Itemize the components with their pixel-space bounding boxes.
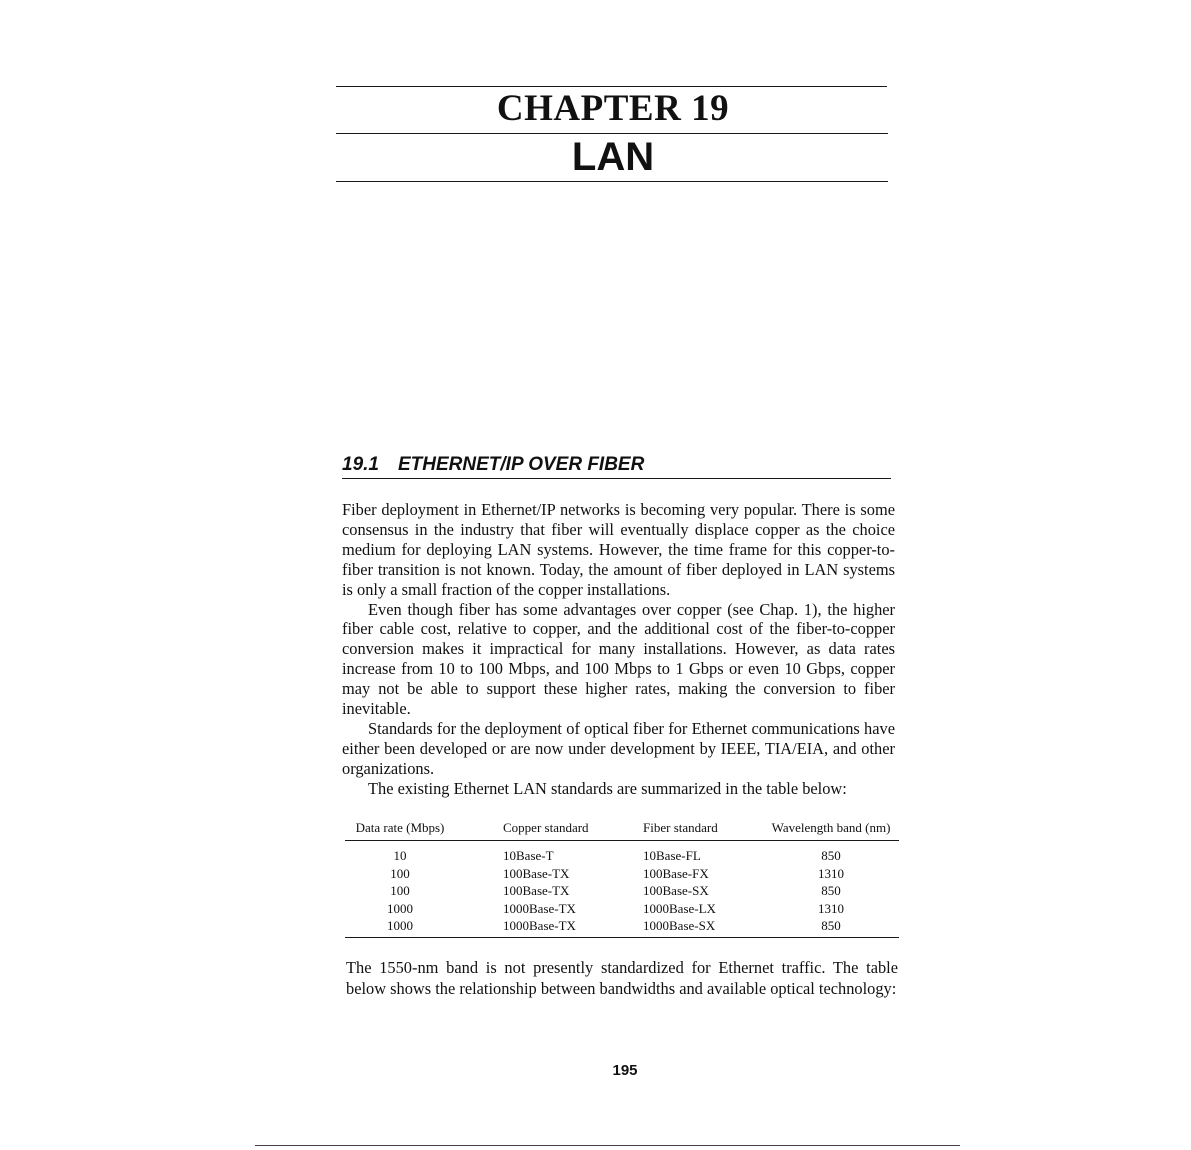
table-cell: 1000Base-TX	[455, 917, 643, 937]
table-row	[345, 882, 899, 900]
table-cell: 850	[821, 883, 841, 899]
paragraph: Standards for the deployment of optical fiber for Ethernet communications have either been developed or are now under development by IEEE, TIA/EIA, and other organizations.	[342, 718, 895, 778]
table-cell: 100Base-SX	[643, 883, 709, 899]
table-cell: 10Base-T	[503, 848, 554, 863]
post-table-text	[346, 958, 898, 999]
table-cell: 1000Base-SX	[643, 917, 763, 937]
table-cell: 850	[763, 917, 899, 937]
table-cell: 1310	[818, 900, 844, 916]
table-cell: 10	[393, 848, 407, 863]
table-header: Copper standard	[455, 818, 643, 841]
body-text	[342, 500, 895, 799]
table-cell: 100Base-TX	[503, 865, 570, 881]
table-cell: 100	[390, 865, 410, 881]
table-cell: 1310	[818, 865, 844, 881]
paragraph: The 1550-nm band is not presently standardized for Ethernet traffic. The table below shows the relationship between bandwidths and available optical technology:	[346, 958, 898, 998]
table-header: Fiber standard	[643, 818, 763, 841]
table-cell: 100Base-TX	[503, 883, 570, 899]
table-row	[345, 900, 899, 918]
table-cell: 1000	[387, 900, 413, 916]
section-title: ETHERNET/IP OVER FIBER	[398, 454, 645, 475]
table-cell: 850	[821, 848, 841, 863]
scan-bottom-edge	[255, 1145, 960, 1146]
table-header: Data rate (Mbps)	[345, 818, 455, 841]
paragraph: Even though fiber has some advantages over copper (see Chap. 1), the higher fiber cable cost, relative to copper, and the additional cost of the fiber-to-copper conversion makes it impractical for many installations. However, as data rates increase from 10 to 100 Mbps, and 100 Mbps to 1 Gbps or even 10 Gbps, copper may not be able to support these higher rates, making the conversion to fiber inevitable.	[342, 599, 895, 719]
table-header-row	[345, 818, 899, 841]
section-heading	[342, 452, 890, 478]
table-cell: 1000Base-TX	[503, 900, 576, 916]
page-number: 195	[612, 1062, 638, 1079]
table-cell: 100Base-FX	[643, 865, 709, 881]
chapter-title: LAN	[571, 135, 655, 179]
section-rule	[342, 478, 891, 479]
paragraph: The existing Ethernet LAN standards are summarized in the table below:	[368, 778, 847, 798]
ethernet-standards-table	[345, 818, 899, 938]
table-cell: 1000Base-LX	[643, 900, 716, 916]
table-row	[345, 865, 899, 883]
table-row	[345, 917, 899, 937]
section-number: 19.1	[342, 454, 379, 475]
table-header: Wavelength band (nm)	[763, 818, 899, 841]
table-row	[345, 841, 899, 865]
table-cell: 1000	[345, 917, 455, 937]
chapter-bottom-rule	[336, 181, 888, 182]
chapter-label: CHAPTER 19	[496, 88, 730, 129]
table-cell: 100	[390, 883, 410, 899]
table-cell: 10Base-FL	[643, 848, 701, 863]
paragraph: Fiber deployment in Ethernet/IP networks is becoming very popular. There is some consensus in the industry that fiber will eventually displace copper as the choice medium for deploying LAN systems. However, the time frame for this copper-to-fiber transition is not known. Today, the amount of fiber deployed in LAN systems is only a small fraction of the copper installations.	[342, 500, 895, 599]
